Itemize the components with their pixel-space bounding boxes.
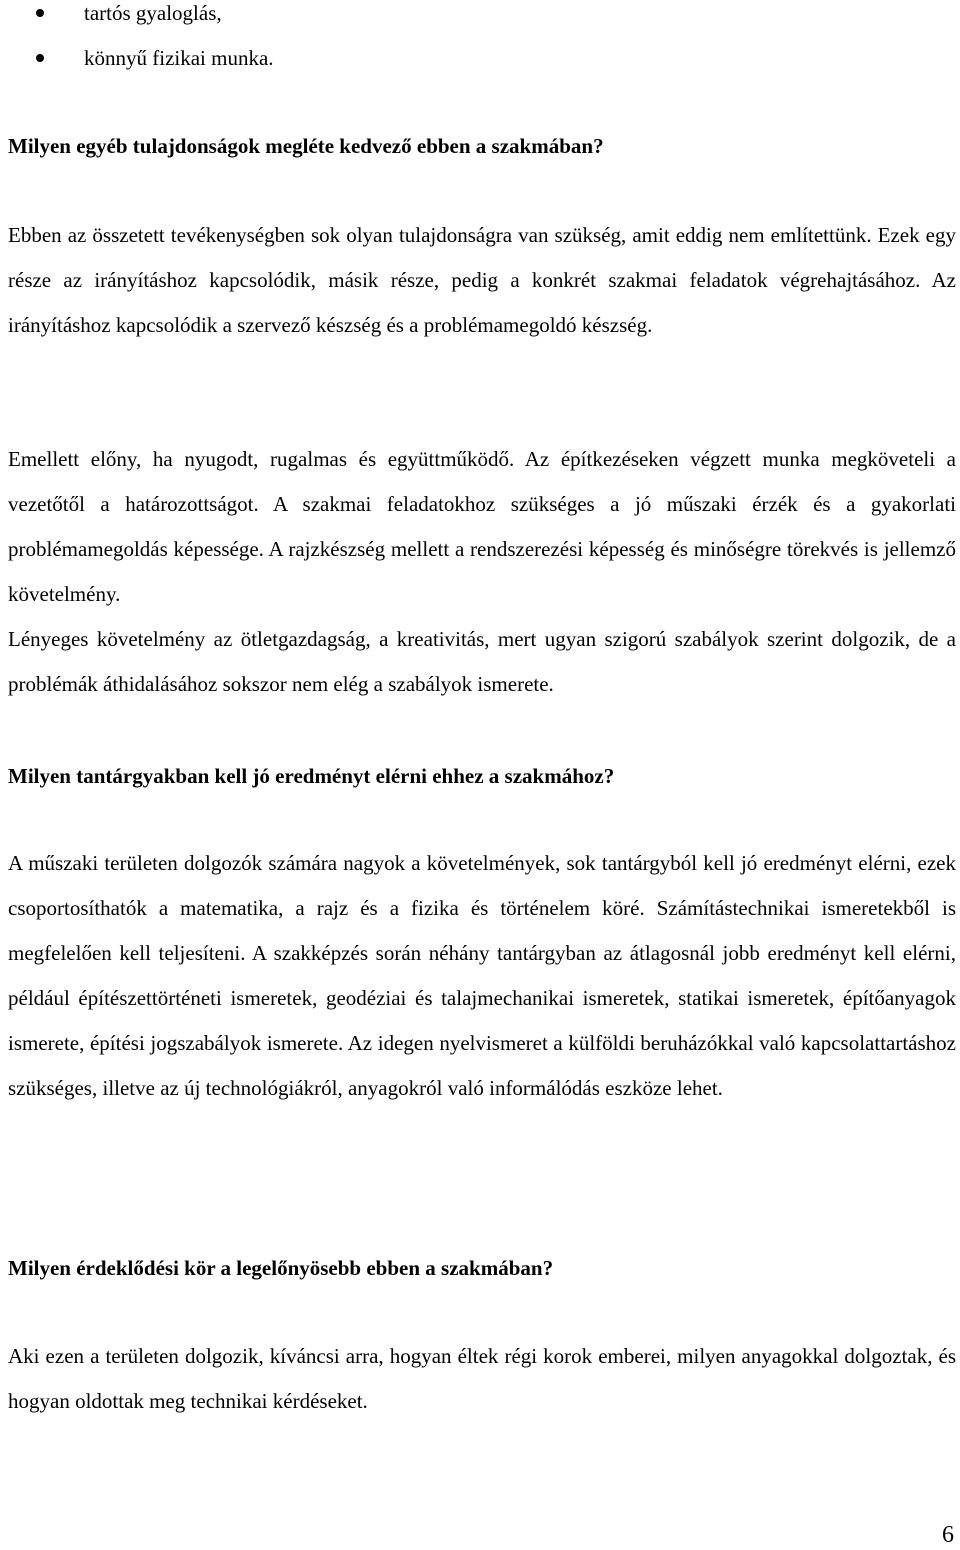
paragraph-qualities-intro: Ebben az összetett tevékenységben sok olyan tulajdonságra van szükség, amit eddig nem említettünk. Ezek egy része az irányításhoz kapcsolódik, másik része, pedig a konkrét szakmai feladatok végrehajtásához. Az irányításhoz kapcsolódik a szervező készség és a problémamegoldó készség.: [8, 223, 956, 337]
paragraph-qualities-advantages: Emellett előny, ha nyugodt, rugalmas és együttműködő. Az építkezéseken végzett munka megköveteli a vezetőtől a határozottságot. A szakmai feladatokhoz szükséges a jó műszaki érzék és a gyakorlati problémamegoldás képessége. A rajzkészség mellett a rendszerezési képesség és minőségre törekvés is jellemző követelmény.: [8, 447, 956, 606]
bullet-list: [8, 0, 956, 90]
paragraph-interests: Aki ezen a területen dolgozik, kíváncsi arra, hogyan éltek régi korok emberei, milyen anyagokkal dolgoztak, és hogyan oldottak meg technikai kérdéseket.: [8, 1344, 956, 1413]
paragraph-subjects: A műszaki területen dolgozók számára nagyok a követelmények, sok tantárgyból kell jó eredményt elérni, ezek csoportosíthatók a matematika, a rajz és a fizika és történelem köré. Számítástechnikai ismeretekből is megfelelően kell teljesíteni. A szakképzés során néhány tantárgyban az átlagosnál jobb eredményt kell elérni, például építészettörténeti ismeretek, geodéziai és talajmechanikai ismeretek, statikai ismeretek, építőanyagok ismerete, építési jogszabályok ismerete. Az idegen nyelvismeret a külföldi beruházókkal való kapcsolattartáshoz szükséges, illetve az új technológiákról, anyagokról való informálódás eszköze lehet.: [8, 851, 956, 1100]
bullet-icon: [36, 54, 44, 62]
list-item: [8, 0, 956, 45]
section-heading-subjects: Milyen tantárgyakban kell jó eredményt elérni ehhez a szakmához?: [8, 764, 615, 788]
list-item: [8, 45, 956, 90]
bullet-text: könnyű fizikai munka.: [84, 46, 274, 70]
section-heading-qualities: Milyen egyéb tulajdonságok megléte kedvező ebben a szakmában?: [8, 134, 604, 158]
paragraph-qualities-creativity: Lényeges követelmény az ötletgazdagság, a kreativitás, mert ugyan szigorú szabályok szerint dolgozik, de a problémák áthidalásához sokszor nem elég a szabályok ismerete.: [8, 627, 956, 696]
bullet-icon: [36, 9, 44, 17]
page-number: 6: [942, 1522, 954, 1548]
bullet-text: tartós gyaloglás,: [84, 1, 222, 25]
section-heading-interests: Milyen érdeklődési kör a legelőnyösebb ebben a szakmában?: [8, 1256, 554, 1280]
